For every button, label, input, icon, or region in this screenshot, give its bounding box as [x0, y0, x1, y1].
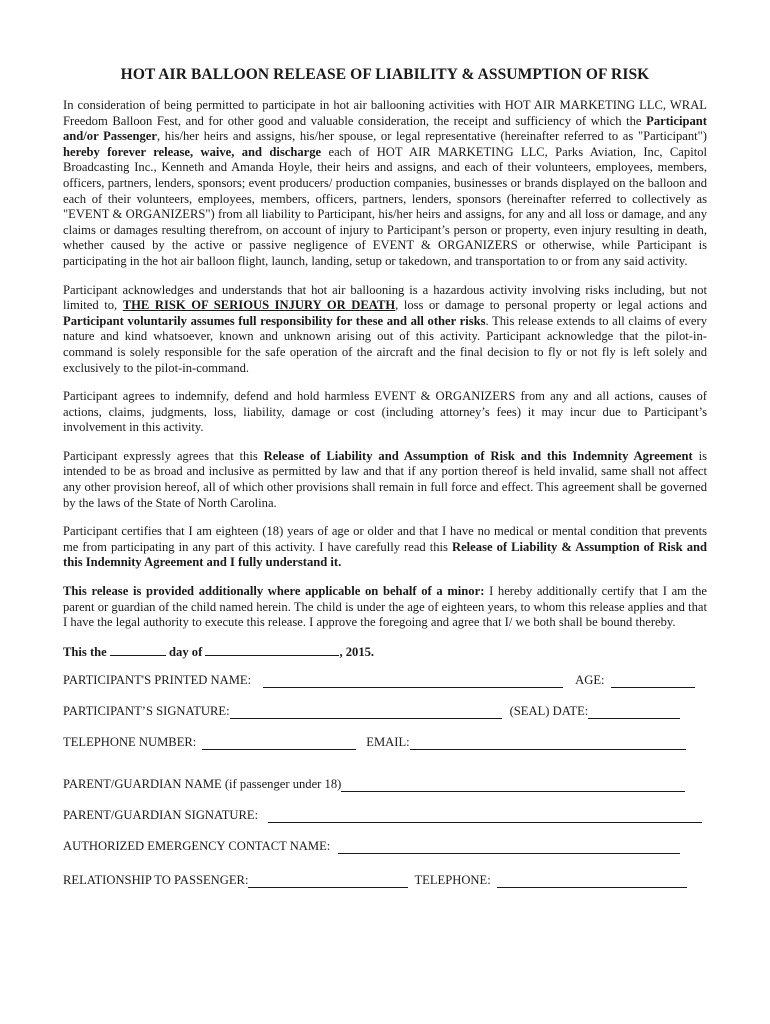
day-blank[interactable]: [110, 644, 166, 656]
signature-field[interactable]: [230, 706, 502, 719]
document-title: HOT AIR BALLOON RELEASE OF LIABILITY & ASSUMPTION OF RISK: [120, 66, 650, 83]
emergency-telephone-field[interactable]: [497, 875, 687, 888]
date-line: This the day of , 2015.: [63, 644, 375, 659]
relationship-field[interactable]: [248, 875, 408, 888]
parent-name-field[interactable]: [341, 779, 685, 792]
telephone-email-row: TELEPHONE NUMBER: EMAIL:: [63, 734, 707, 750]
paragraph-indemnify: Participant agrees to indemnify, defend and hold harmless EVENT & ORGANIZERS from any and all actions, causes of actions, claims, judgments, loss, liability, damage or cost (including attorney’s fees) it may incur due to Participant’s involvement in this activity.: [63, 389, 707, 435]
paragraph-release: In consideration of being permitted to participate in hot air ballooning activities with HOT AIR MARKETING LLC, WRAL Freedom Balloon Fest, and for other good and valuable consideration, the receipt and sufficiency of which the Participant and/or Passenger, his/her heirs and assigns, his/her spouse, or legal representative (hereinafter referred to as "Participant") hereby forever release, waive, and discharge each of HOT AIR MARKETING LLC, Parks Aviation, Inc, Capitol Broadcasting Inc., Kenneth and Amanda Hoyle, their heirs and assigns, and each of their volunteers, employees, members, officers, partners, lenders, sponsors; event producers/ production companies, businesses or brands displayed on the balloon and each of their volunteers, employees, members, officers, partners, lenders, sponsors (hereinafter referred to collectively as "EVENT & ORGANIZERS") from all liability to Participant, his/her heirs and assigns, for any and all loss or damage, and any claims or damages resulting therefrom, on account of injury to Participant’s person or property, even injury resulting in death, whether caused by the active or passive negligence of EVENT & ORGANIZERS or otherwise, while Participant is participating in the hot air balloon flight, launch, landing, setup or takedown, and transportation to or from any said activity.: [63, 98, 707, 268]
age-field[interactable]: [611, 675, 695, 688]
month-blank[interactable]: [205, 644, 339, 656]
paragraph-minor: This release is provided additionally where applicable on behalf of a minor: I hereby additionally certify that I am the parent or guardian of the child named herein. The child is under the age of eighteen years, to whom this release applies and that I have the legal authority to execute this release. I approve the foregoing and agree that I/ we both shall be bound thereby.: [63, 584, 708, 630]
parent-signature-field[interactable]: [268, 810, 702, 823]
paragraph-agreement-scope: Participant expressly agrees that this Release of Liability and Assumption of Risk and this Indemnity Agreement is intended to be as broad and inclusive as permitted by law and that if any portion thereof is held invalid, same shall not affect any other provision hereof, all of which other provisions shall remain in full force and effect. This agreement shall be governed by the laws of the State of North Carolina.: [63, 448, 707, 510]
printed-name-field[interactable]: [263, 675, 563, 688]
date-field[interactable]: [588, 706, 680, 719]
paragraph-certification: Participant certifies that I am eighteen (18) years of age or older and that I have no medical or mental condition that prevents me from participating in any part of this activity. I have carefully read this Release of Liability & Assumption of Risk and this Indemnity Agreement and I fully understand it.: [63, 524, 707, 570]
email-field[interactable]: [410, 737, 686, 750]
emergency-contact-row: AUTHORIZED EMERGENCY CONTACT NAME:: [63, 838, 707, 854]
signature-row: PARTICIPANT’S SIGNATURE: (SEAL) DATE:: [63, 703, 707, 719]
relationship-row: RELATIONSHIP TO PASSENGER: TELEPHONE:: [63, 872, 707, 888]
parent-name-row: PARENT/GUARDIAN NAME (if passenger under 18): [63, 776, 707, 792]
paragraph-risk: Participant acknowledges and understands that hot air ballooning is a hazardous activity involving risks including, but not limited to, THE RISK OF SERIOUS INJURY OR DEATH, loss or damage to personal property or legal actions and Participant voluntarily assumes full responsibility for these and all other risks. This release extends to all claims of every nature and kind whatsoever, known and unknown arising out of this activity. Participant acknowledge that the pilot-in-command is solely responsible for the safe operation of the aircraft and the final decision to fly or not fly is left solely and exclusively to the pilot-in-command.: [63, 282, 707, 375]
telephone-field[interactable]: [202, 737, 356, 750]
parent-signature-row: PARENT/GUARDIAN SIGNATURE:: [63, 807, 707, 823]
emergency-contact-field[interactable]: [338, 841, 680, 854]
printed-name-row: PARTICIPANT'S PRINTED NAME: AGE:: [63, 672, 707, 688]
